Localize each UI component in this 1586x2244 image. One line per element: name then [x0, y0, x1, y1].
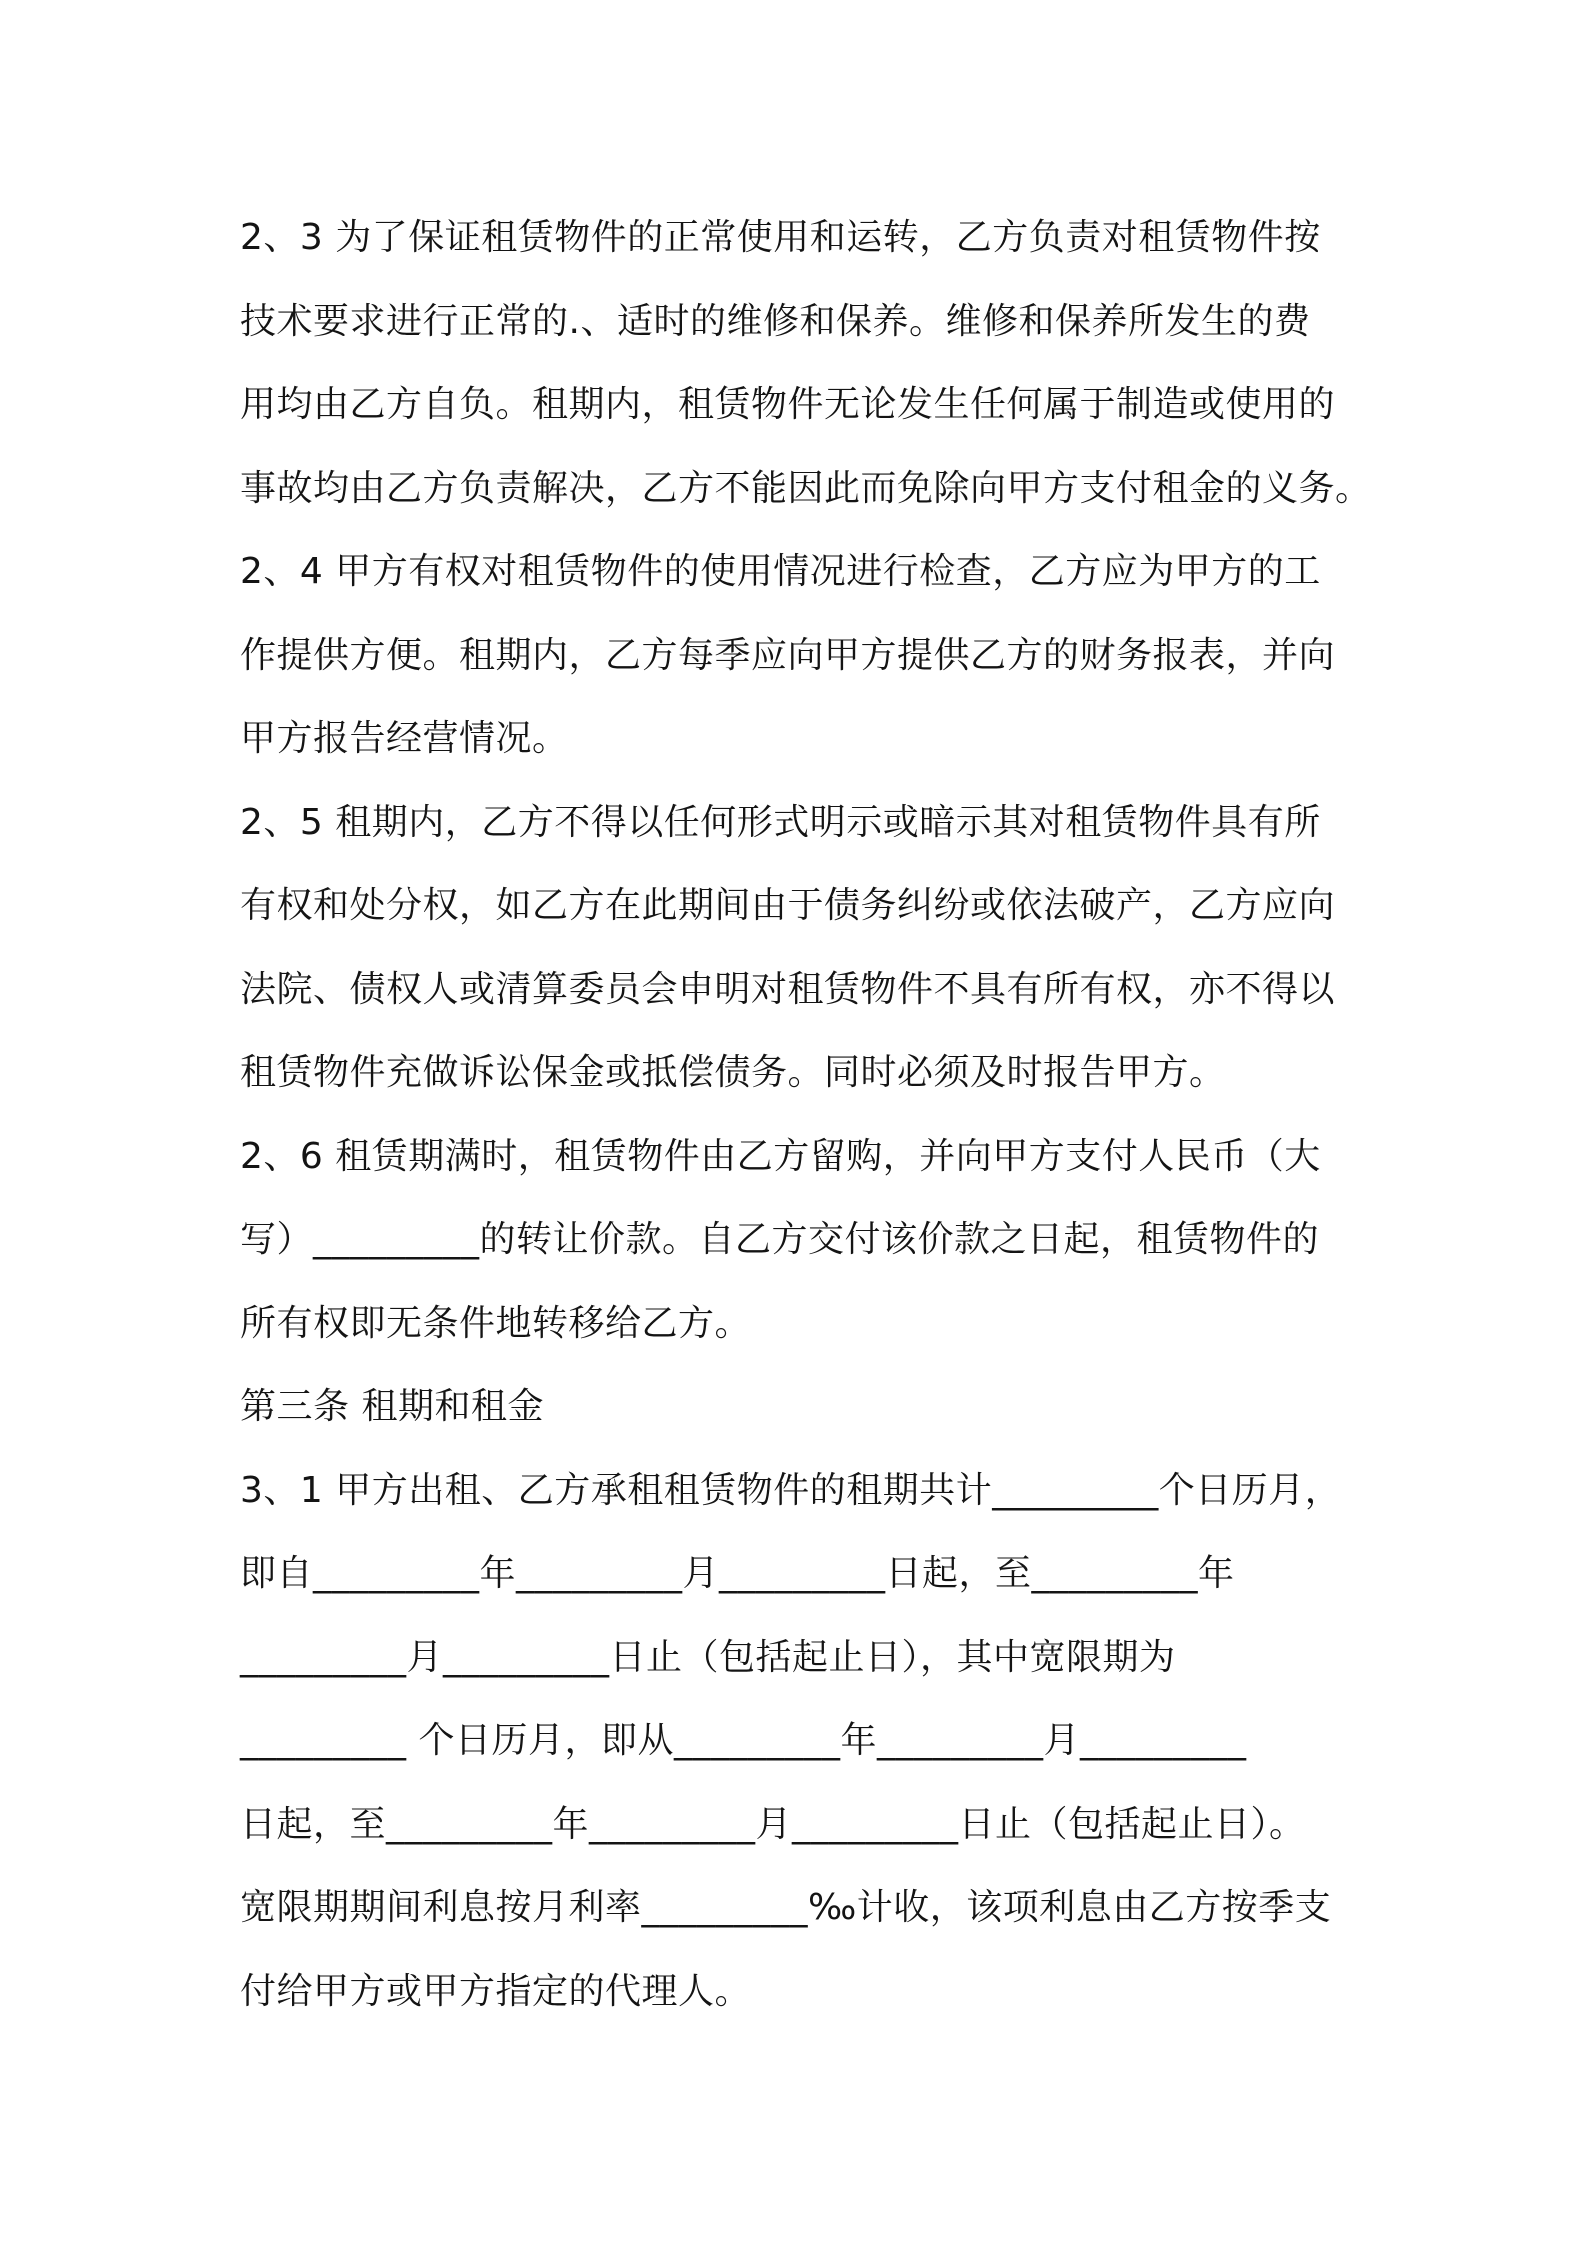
clause-2-5-line-1: 2、5 租期内，乙方不得以任何形式明示或暗示其对租赁物件具有所	[240, 801, 1321, 843]
clause-3-1-line-3: _________月_________日止（包括起止日），其中宽限期为	[240, 1636, 1176, 1678]
clause-2-4-line-1: 2、4 甲方有权对租赁物件的使用情况进行检查，乙方应为甲方的工	[240, 551, 1321, 592]
clause-2-5-line-2: 有权和处分权，如乙方在此期间由于债务纠纷或依法破产，乙方应向	[240, 885, 1336, 926]
article-3-heading: 第三条 租期和租金	[240, 1386, 544, 1427]
clause-2-6-line-3: 所有权即无条件地转移给乙方。	[240, 1302, 752, 1344]
clause-2-4-line-3: 甲方报告经营情况。	[240, 718, 569, 759]
clause-3-1-line-1: 3、1 甲方出租、乙方承租租赁物件的租期共计_________个日历月，	[240, 1469, 1342, 1511]
clause-3-1-line-5: 日起，至_________年_________月_________日止（包括起止日）。	[240, 1803, 1306, 1845]
clause-2-3-line-2: 技术要求进行正常的.、适时的维修和保养。维修和保养所发生的费	[240, 300, 1311, 342]
contract-body	[240, 196, 1380, 2033]
clause-2-6-line-1: 2、6 租赁期满时，租赁物件由乙方留购，并向甲方支付人民币（大	[240, 1135, 1321, 1177]
clause-2-5-line-3: 法院、债权人或清算委员会申明对租赁物件不具有所有权，亦不得以	[240, 968, 1336, 1010]
clause-2-3-line-4: 事故均由乙方负责解决，乙方不能因此而免除向甲方支付租金的义务。	[240, 467, 1372, 509]
clause-3-1-line-2: 即自_________年_________月_________日起，至_________年	[240, 1553, 1235, 1594]
clause-2-3-line-3: 用均由乙方自负。租期内，租赁物件无论发生任何属于制造或使用的	[240, 384, 1336, 425]
clause-2-4-line-2: 作提供方便。租期内，乙方每季应向甲方提供乙方的财务报表，并向	[240, 634, 1336, 676]
clause-3-1-line-6: 宽限期期间利息按月利率_________‰计收，该项利息由乙方按季支	[240, 1887, 1332, 1928]
clause-3-1-line-7: 付给甲方或甲方指定的代理人。	[240, 1970, 752, 2012]
clause-2-6-line-2: 写）_________的转让价款。自乙方交付该价款之日起，租赁物件的	[240, 1219, 1320, 1260]
clause-2-5-line-4: 租赁物件充做诉讼保金或抵偿债务。同时必须及时报告甲方。	[240, 1052, 1226, 1093]
clause-3-1-line-4: _________ 个日历月，即从_________年_________月_________	[240, 1720, 1247, 1761]
clause-2-3-line-1: 2、3 为了保证租赁物件的正常使用和运转，乙方负责对租赁物件按	[240, 217, 1321, 258]
